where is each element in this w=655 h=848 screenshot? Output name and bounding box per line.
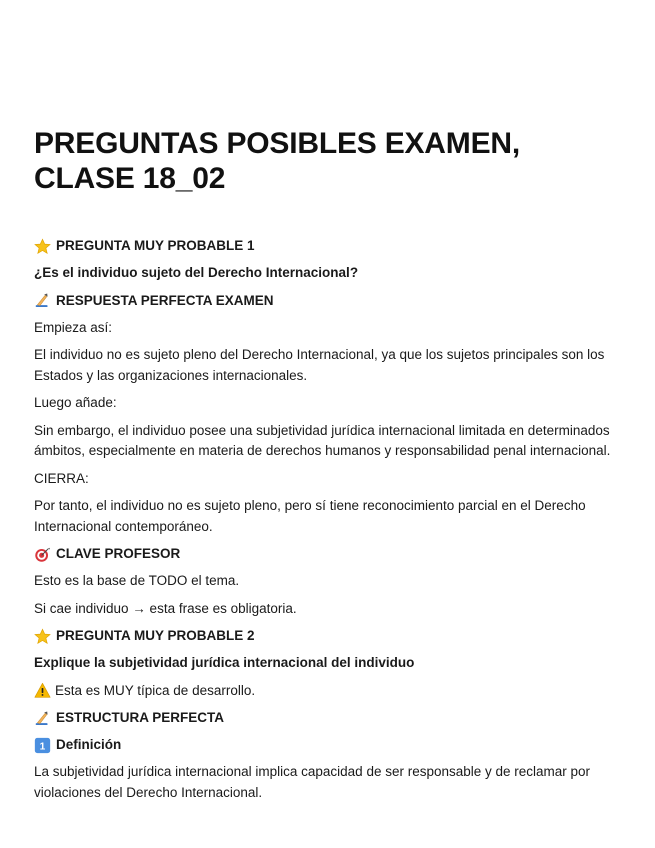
target-icon (34, 546, 51, 563)
star-icon (34, 238, 51, 255)
start-paragraph: El individuo no es sujeto pleno del Derecho Internacional, ya que los sujetos principales son los Estados y las organizaciones internacionales. (34, 347, 605, 383)
key-line-1: Esto es la base de TODO el tema. (34, 573, 240, 588)
start-label: Empieza así: (34, 319, 113, 335)
warning-icon (34, 682, 51, 699)
close-paragraph: Por tanto, el individuo no es sujeto pleno, pero sí tiene reconocimiento parcial en el Derecho Internacional contemporáneo. (34, 498, 586, 534)
add-label: Luego añade: (34, 395, 117, 410)
page-title (34, 126, 615, 196)
answer-heading-text: RESPUESTA PERFECTA EXAMEN (56, 292, 274, 308)
professor-key-heading-text: CLAVE PROFESOR (56, 546, 181, 561)
question-2-text: Explique la subjetividad jurídica internacional del individuo (34, 655, 415, 670)
writing-hand-icon (34, 710, 51, 727)
definition-paragraph: La subjetividad jurídica internacional implica capacidad de ser responsable y de reclamar por violaciones del Derecho Internacional. (34, 764, 591, 800)
definition-heading (34, 735, 615, 755)
page-title-line-1: PREGUNTAS POSIBLES EXAMEN, (34, 127, 520, 160)
answer-heading (34, 291, 615, 311)
question-2-heading-text: PREGUNTA MUY PROBABLE 2 (56, 628, 255, 643)
question-1-text: ¿Es el individuo sujeto del Derecho Internacional? (34, 265, 359, 280)
professor-key-heading (34, 544, 615, 564)
svg-text:1: 1 (39, 740, 46, 752)
key-line-2: Si cae individuo → esta frase es obligatoria. (34, 600, 297, 616)
page-title-line-2: CLASE 18_02 (34, 162, 226, 195)
close-label: CIERRA: (34, 470, 89, 486)
keycap-one-icon (34, 737, 51, 754)
star-icon (34, 628, 51, 645)
warning-line (34, 681, 615, 702)
question-2-heading (34, 626, 615, 646)
add-paragraph: Sin embargo, el individuo posee una subjetividad jurídica internacional limitada en determinados ámbitos, especialmente en materia de derechos humanos y responsabilidad penal internacional. (34, 422, 611, 458)
structure-heading-text: ESTRUCTURA PERFECTA (56, 710, 224, 725)
question-1-heading (34, 236, 615, 256)
warning-text: Esta es MUY típica de desarrollo. (55, 682, 256, 698)
question-1-heading-text: PREGUNTA MUY PROBABLE 1 (56, 238, 255, 253)
writing-hand-icon (34, 292, 51, 309)
structure-heading (34, 708, 615, 728)
definition-heading-text: Definición (56, 737, 122, 752)
